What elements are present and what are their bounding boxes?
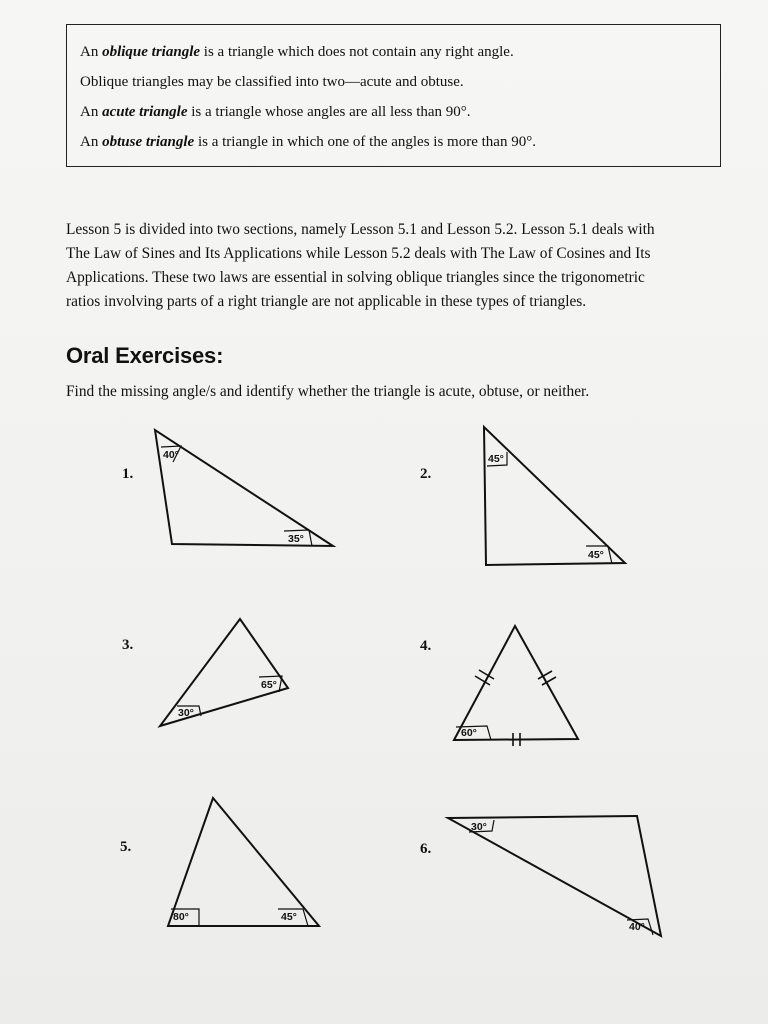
exercise-number: 4.: [420, 638, 432, 654]
angle-label: 65°: [261, 679, 277, 691]
paragraph-line: Lesson 5 is divided into two sections, namely Lesson 5.1 and Lesson 5.2. Lesson 5.1 deals with: [66, 221, 655, 238]
angle-label: 30°: [178, 707, 194, 719]
angle-label: 45°: [488, 453, 504, 465]
angle-label: 45°: [588, 549, 604, 561]
exercise-number: 5.: [120, 839, 132, 855]
exercise-number: 2.: [420, 466, 432, 482]
tick-marks: [475, 670, 556, 746]
angle-label: 40°: [629, 921, 645, 933]
definition-text: is a triangle which does not contain any right angle.: [200, 44, 514, 60]
angle-label: 45°: [281, 911, 297, 923]
triangle-1: [155, 430, 333, 546]
definition-text: Oblique triangles may be classified into two—acute and obtuse.: [80, 74, 464, 90]
definition-text: An: [80, 134, 103, 150]
triangle-2: [484, 427, 625, 565]
definition-term: acute triangle: [102, 104, 188, 120]
triangle-6: [448, 816, 661, 936]
angle-label: 80°: [173, 911, 189, 923]
definition-text: An: [80, 104, 103, 120]
definition-text: An: [80, 44, 103, 60]
definition-text: is a triangle in which one of the angles is more than 90°.: [194, 134, 536, 150]
definition-term: obtuse triangle: [102, 134, 195, 150]
exercise-number: 1.: [122, 466, 134, 482]
exercise-number: 6.: [420, 841, 432, 857]
definition-term: oblique triangle: [102, 44, 201, 60]
angle-label: 40°: [163, 449, 179, 461]
angle-label: 30°: [471, 821, 487, 833]
angle-labels: [163, 449, 645, 933]
definition-text: is a triangle whose angles are all less than 90°.: [187, 104, 471, 120]
paragraph-line: The Law of Sines and Its Applications while Lesson 5.2 deals with The Law of Cosines and Its: [66, 245, 651, 262]
paragraph-line: Applications. These two laws are essential in solving oblique triangles since the trigonometric: [66, 269, 645, 286]
paragraph-line: ratios involving parts of a right triangle are not applicable in these types of triangles.: [66, 293, 587, 310]
triangle-5: [168, 798, 319, 926]
angle-label: 60°: [461, 727, 477, 739]
exercise-number: 3.: [122, 637, 134, 653]
triangle-4: [454, 626, 578, 740]
angle-label: 35°: [288, 533, 304, 545]
section-heading: Oral Exercises:: [66, 343, 224, 368]
exercise-instruction: Find the missing angle/s and identify whether the triangle is acute, obtuse, or neither.: [66, 383, 590, 400]
